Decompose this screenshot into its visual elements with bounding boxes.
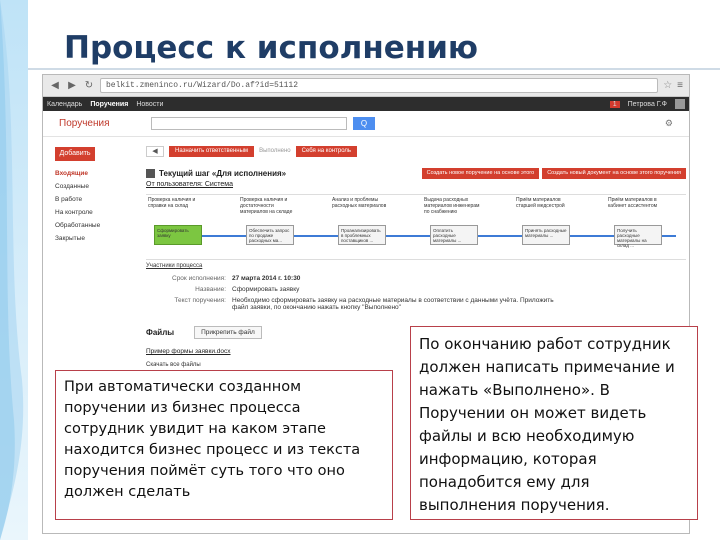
user-name[interactable]: Петрова Г.Ф	[627, 100, 667, 108]
process-step-box[interactable]: Сформировать заявку	[154, 225, 202, 245]
search-row	[43, 111, 689, 137]
wave-decoration	[0, 0, 28, 540]
step-actions	[422, 168, 686, 179]
callout-left: При автоматически созданном поручении из бизнес процесса сотрудник увидит на каком этапе находится бизнес процесс и из текста поручения поймёт суть того что оно должен сделать	[55, 370, 393, 520]
avatar[interactable]	[675, 99, 685, 109]
detail-row-name: Название: Сформировать заявку	[195, 286, 300, 293]
menu-icon[interactable]: ≡	[677, 80, 683, 91]
reload-icon[interactable]: ↻	[84, 79, 94, 91]
main-content	[146, 144, 686, 313]
sidebar-item-control[interactable]: На контроле	[55, 209, 93, 216]
search-button[interactable]	[353, 117, 375, 130]
step-icon	[146, 169, 155, 178]
address-bar[interactable]: belkit.zmeninco.ru/Wizard/Do.af?id=51112	[100, 78, 658, 93]
process-step-box[interactable]: Принять расходные материалы ...	[522, 225, 570, 245]
create-doc-button[interactable]: Создать новый документ на основе этого поручения	[542, 168, 686, 179]
files-section	[146, 326, 262, 339]
files-title: Файлы	[146, 328, 175, 337]
task-toolbar	[146, 144, 686, 158]
process-step: Проверка наличия и достаточности материалов на складе Обеспечить запрос по продаже расходных ма...	[240, 197, 293, 243]
nav-tasks[interactable]: Поручения	[90, 100, 129, 108]
task-details	[146, 273, 686, 313]
process-step-box[interactable]: Получить расходные материалы на склад ...	[614, 225, 662, 245]
notification-badge[interactable]: 1	[610, 101, 620, 108]
assign-button[interactable]: Назначить ответственным	[169, 146, 254, 157]
step-title: Текущий шаг «Для исполнения»	[159, 168, 287, 178]
sidebar-item-processed[interactable]: Обработанные	[55, 222, 101, 229]
browser-toolbar	[43, 75, 689, 97]
process-diagram	[146, 194, 686, 260]
search-input[interactable]	[151, 117, 347, 130]
nav-news[interactable]: Новости	[136, 100, 164, 108]
download-all-link[interactable]: Скачать все файлы	[146, 362, 201, 368]
process-step: Проверка наличия и справки на склад Сформировать заявку	[146, 195, 206, 261]
search-icon: Q	[360, 119, 368, 128]
process-step: Выдача расходных материалов инженерам по снабжению Оплатить расходные материалы ...	[424, 197, 480, 243]
process-participants-link[interactable]: Участники процесса	[146, 263, 203, 269]
back-button[interactable]: ◀	[146, 146, 164, 157]
star-icon[interactable]: ☆	[663, 80, 673, 91]
control-button[interactable]: Себя на контроль	[296, 146, 357, 157]
file-link[interactable]: Пример формы заявки.docx	[146, 348, 231, 355]
detail-row-text: Текст поручения: Необходимо сформировать заявку на расходные материалы в соответствии с данными учёта. Приложить файл заявки, по окончанию нажать кнопку "Выполнено"	[174, 297, 554, 311]
nav-calendar[interactable]: Календарь	[47, 100, 83, 108]
forward-icon[interactable]: ▶	[68, 79, 76, 91]
back-icon[interactable]: ◀	[51, 79, 59, 91]
app-navbar	[43, 97, 689, 111]
from-user: От пользователя: Система	[146, 181, 234, 188]
process-step: Приём материалов старшей медсестрой Принять расходные материалы ...	[514, 195, 574, 261]
sidebar-item-created[interactable]: Созданные	[55, 183, 89, 190]
sidebar-item-inbox[interactable]: Входящие	[55, 170, 88, 177]
gear-icon[interactable]: ⚙	[664, 118, 673, 128]
process-line	[156, 235, 676, 237]
callout-right: По окончанию работ сотрудник должен написать примечание и нажать «Выполнено». В Поручении он может видеть файлы и всю необходимую информацию, которая понадобится ему для выполнения поручения.	[410, 326, 698, 520]
process-step: Анализ и проблемы расходных материалов Проанализировать в проблемных поставщиков ...	[332, 197, 387, 243]
sidebar-item-closed[interactable]: Закрытые	[55, 235, 85, 242]
detail-row-deadline: Срок исполнения: 27 марта 2014 г. 10:30	[172, 275, 301, 282]
process-step-box[interactable]: Проанализировать в проблемных поставщиков ...	[338, 225, 386, 245]
process-step: Приём материалов в кабинет ассистентом Получить расходные материалы на склад ...	[606, 195, 666, 261]
slide-title: Процесс к исполнению	[64, 30, 479, 66]
sidebar	[43, 139, 133, 245]
step-header	[146, 166, 686, 180]
sidebar-item-in-work[interactable]: В работе	[55, 196, 83, 203]
slide-decoration-bar	[0, 0, 28, 540]
add-button[interactable]: Добавить	[55, 147, 95, 161]
app-title: Поручения	[59, 118, 110, 129]
done-button[interactable]: Выполнено	[259, 148, 291, 154]
process-step-box[interactable]: Оплатить расходные материалы ...	[430, 225, 478, 245]
title-divider	[28, 68, 720, 70]
process-step-box[interactable]: Обеспечить запрос по продаже расходных ма...	[246, 225, 294, 245]
attach-file-button[interactable]: Прикрепить файл	[194, 326, 262, 339]
create-task-button[interactable]: Создать новое поручение на основе этого	[422, 168, 540, 179]
